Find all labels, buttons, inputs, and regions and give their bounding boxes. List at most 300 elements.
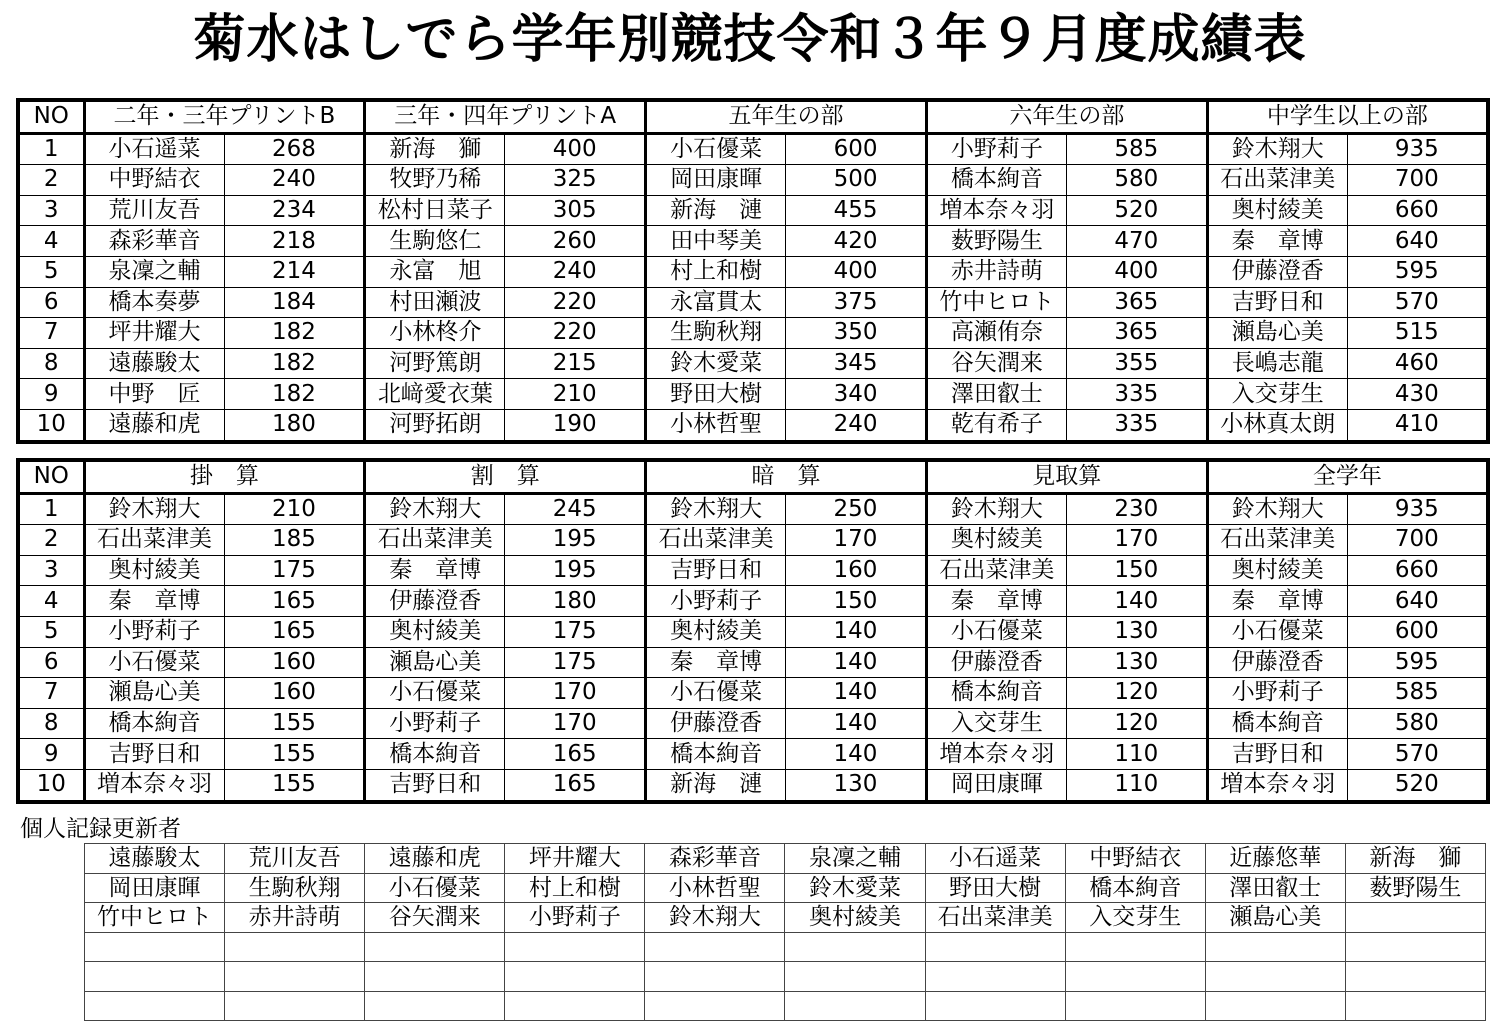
name-cell: 小石優菜 bbox=[646, 678, 786, 709]
name-cell: 澤田叡士 bbox=[926, 379, 1066, 410]
score-cell: 355 bbox=[1114, 350, 1159, 377]
name-cell: 吉野日和 bbox=[1207, 287, 1347, 318]
table-row bbox=[18, 379, 1488, 410]
name-cell: 田中琴美 bbox=[646, 226, 786, 257]
table-row bbox=[18, 525, 1488, 556]
score-cell: 110 bbox=[1114, 771, 1159, 798]
name-cell: 村上和樹 bbox=[646, 256, 786, 287]
record-name-cell: 小野莉子 bbox=[505, 903, 645, 933]
name-cell: 坪井耀大 bbox=[84, 318, 224, 349]
name-cell: 橋本絢音 bbox=[646, 739, 786, 770]
record-name-cell bbox=[1345, 903, 1485, 933]
record-name-cell bbox=[365, 932, 505, 962]
score-cell: 580 bbox=[1394, 710, 1439, 737]
score-cell: 140 bbox=[833, 710, 878, 737]
score-cell: 140 bbox=[833, 740, 878, 767]
name-cell: 伊藤澄香 bbox=[926, 647, 1066, 678]
name-cell: 中野結衣 bbox=[84, 165, 224, 196]
name-cell: 吉野日和 bbox=[1207, 739, 1347, 770]
score-cell: 150 bbox=[1114, 557, 1159, 584]
score-cell: 268 bbox=[271, 135, 316, 162]
name-cell: 小林哲聖 bbox=[646, 409, 786, 441]
table-row bbox=[18, 739, 1488, 770]
score-cell: 218 bbox=[271, 227, 316, 254]
score-cell: 170 bbox=[552, 710, 597, 737]
rank-cell: 4 bbox=[18, 586, 84, 617]
name-cell: 泉凜之輔 bbox=[84, 256, 224, 287]
no-header: NO bbox=[18, 460, 84, 493]
score-cell: 210 bbox=[552, 380, 597, 407]
record-name-cell: 竹中ヒロト bbox=[85, 903, 225, 933]
records-row bbox=[85, 991, 1486, 1021]
name-cell: 吉野日和 bbox=[365, 769, 505, 801]
record-name-cell bbox=[1345, 932, 1485, 962]
name-cell: 橋本奏夢 bbox=[84, 287, 224, 318]
header-row bbox=[18, 100, 1488, 133]
score-cell: 325 bbox=[552, 166, 597, 193]
table-row bbox=[18, 318, 1488, 349]
record-name-cell: 遠藤駿太 bbox=[85, 844, 225, 874]
column-header: 五年生の部 bbox=[646, 100, 927, 133]
name-cell: 北﨑愛衣葉 bbox=[365, 379, 505, 410]
name-cell: 赤井詩萌 bbox=[926, 256, 1066, 287]
record-name-cell bbox=[1205, 932, 1345, 962]
record-name-cell: 森彩華音 bbox=[645, 844, 785, 874]
score-cell: 640 bbox=[1394, 227, 1439, 254]
name-cell: 長嶋志龍 bbox=[1207, 348, 1347, 379]
record-name-cell bbox=[365, 991, 505, 1021]
name-cell: 入交芽生 bbox=[926, 708, 1066, 739]
score-cell: 595 bbox=[1394, 648, 1439, 675]
name-cell: 岡田康暉 bbox=[646, 165, 786, 196]
score-cell: 420 bbox=[833, 227, 878, 254]
name-cell: 橋本絢音 bbox=[365, 739, 505, 770]
score-cell: 375 bbox=[833, 288, 878, 315]
record-name-cell bbox=[1205, 962, 1345, 992]
score-cell: 175 bbox=[271, 557, 316, 584]
records-table bbox=[84, 843, 1486, 1021]
record-name-cell bbox=[1205, 991, 1345, 1021]
score-cell: 335 bbox=[1114, 380, 1159, 407]
name-cell: 中野 匠 bbox=[84, 379, 224, 410]
name-cell: 瀬島心美 bbox=[365, 647, 505, 678]
name-cell: 竹中ヒロト bbox=[926, 287, 1066, 318]
name-cell: 小野莉子 bbox=[926, 133, 1066, 165]
record-name-cell: 野田大樹 bbox=[925, 873, 1065, 903]
rank-cell: 3 bbox=[18, 195, 84, 226]
score-cell: 155 bbox=[271, 740, 316, 767]
records-row bbox=[85, 962, 1486, 992]
rank-cell: 6 bbox=[18, 287, 84, 318]
name-cell: 薮野陽生 bbox=[926, 226, 1066, 257]
table-row bbox=[18, 586, 1488, 617]
name-cell: 橋本絢音 bbox=[84, 708, 224, 739]
table-row bbox=[18, 409, 1488, 441]
rank-cell: 8 bbox=[18, 708, 84, 739]
score-cell: 190 bbox=[552, 411, 597, 438]
record-name-cell: 鈴木愛菜 bbox=[785, 873, 925, 903]
score-cell: 120 bbox=[1114, 679, 1159, 706]
rank-cell: 2 bbox=[18, 165, 84, 196]
name-cell: 小石優菜 bbox=[84, 647, 224, 678]
score-cell: 640 bbox=[1394, 587, 1439, 614]
name-cell: 荒川友吾 bbox=[84, 195, 224, 226]
name-cell: 奥村綾美 bbox=[84, 555, 224, 586]
ranking-table-grades bbox=[16, 98, 1490, 444]
score-cell: 700 bbox=[1394, 166, 1439, 193]
score-cell: 520 bbox=[1394, 771, 1439, 798]
record-name-cell: 橋本絢音 bbox=[1065, 873, 1205, 903]
records-row bbox=[85, 873, 1486, 903]
name-cell: 牧野乃稀 bbox=[365, 165, 505, 196]
table-row bbox=[18, 678, 1488, 709]
name-cell: 秦 章博 bbox=[646, 647, 786, 678]
name-cell: 吉野日和 bbox=[646, 555, 786, 586]
name-cell: 奥村綾美 bbox=[365, 616, 505, 647]
record-name-cell: 新海 獅 bbox=[1345, 844, 1485, 874]
record-name-cell bbox=[1345, 991, 1485, 1021]
score-cell: 365 bbox=[1114, 288, 1159, 315]
score-cell: 160 bbox=[833, 557, 878, 584]
score-cell: 305 bbox=[552, 197, 597, 224]
name-cell: 小林真太朗 bbox=[1207, 409, 1347, 441]
score-cell: 182 bbox=[271, 380, 316, 407]
name-cell: 増本奈々羽 bbox=[1207, 769, 1347, 801]
record-name-cell: 澤田叡士 bbox=[1205, 873, 1345, 903]
record-name-cell: 生駒秋翔 bbox=[225, 873, 365, 903]
name-cell: 石出菜津美 bbox=[926, 555, 1066, 586]
record-name-cell: 鈴木翔大 bbox=[645, 903, 785, 933]
record-name-cell bbox=[85, 991, 225, 1021]
rank-cell: 4 bbox=[18, 226, 84, 257]
table-row bbox=[18, 195, 1488, 226]
name-cell: 伊藤澄香 bbox=[646, 708, 786, 739]
rank-cell: 3 bbox=[18, 555, 84, 586]
score-cell: 240 bbox=[271, 166, 316, 193]
name-cell: 新海 漣 bbox=[646, 769, 786, 801]
name-cell: 奥村綾美 bbox=[926, 525, 1066, 556]
score-cell: 230 bbox=[1114, 495, 1159, 522]
name-cell: 奥村綾美 bbox=[1207, 555, 1347, 586]
name-cell: 小石優菜 bbox=[365, 678, 505, 709]
score-cell: 160 bbox=[271, 648, 316, 675]
score-cell: 400 bbox=[833, 258, 878, 285]
record-name-cell: 岡田康暉 bbox=[85, 873, 225, 903]
record-name-cell bbox=[925, 932, 1065, 962]
name-cell: 鈴木翔大 bbox=[646, 493, 786, 525]
score-cell: 155 bbox=[271, 771, 316, 798]
rank-cell: 10 bbox=[18, 769, 84, 801]
record-name-cell bbox=[505, 932, 645, 962]
score-cell: 595 bbox=[1394, 258, 1439, 285]
score-cell: 120 bbox=[1114, 710, 1159, 737]
name-cell: 伊藤澄香 bbox=[365, 586, 505, 617]
rank-cell: 9 bbox=[18, 379, 84, 410]
score-cell: 515 bbox=[1394, 319, 1439, 346]
name-cell: 森彩華音 bbox=[84, 226, 224, 257]
rank-cell: 2 bbox=[18, 525, 84, 556]
record-name-cell: 赤井詩萌 bbox=[225, 903, 365, 933]
column-header: 全学年 bbox=[1207, 460, 1488, 493]
name-cell: 秦 章博 bbox=[1207, 586, 1347, 617]
header-row bbox=[18, 460, 1488, 493]
score-cell: 600 bbox=[833, 135, 878, 162]
table-row bbox=[18, 616, 1488, 647]
score-cell: 365 bbox=[1114, 319, 1159, 346]
score-cell: 260 bbox=[552, 227, 597, 254]
score-cell: 470 bbox=[1114, 227, 1159, 254]
record-name-cell: 近藤悠華 bbox=[1205, 844, 1345, 874]
score-cell: 170 bbox=[833, 526, 878, 553]
table-row bbox=[18, 287, 1488, 318]
column-header: 六年生の部 bbox=[926, 100, 1207, 133]
name-cell: 野田大樹 bbox=[646, 379, 786, 410]
score-cell: 165 bbox=[552, 740, 597, 767]
score-cell: 220 bbox=[552, 288, 597, 315]
score-cell: 210 bbox=[271, 495, 316, 522]
name-cell: 谷矢潤来 bbox=[926, 348, 1066, 379]
records-label: 個人記録更新者 bbox=[20, 816, 181, 842]
score-cell: 234 bbox=[271, 197, 316, 224]
record-name-cell bbox=[505, 962, 645, 992]
record-name-cell bbox=[645, 962, 785, 992]
record-name-cell: 谷矢潤来 bbox=[365, 903, 505, 933]
name-cell: 小野莉子 bbox=[646, 586, 786, 617]
record-name-cell: 薮野陽生 bbox=[1345, 873, 1485, 903]
score-cell: 185 bbox=[271, 526, 316, 553]
name-cell: 瀬島心美 bbox=[1207, 318, 1347, 349]
score-cell: 184 bbox=[271, 288, 316, 315]
name-cell: 小野莉子 bbox=[84, 616, 224, 647]
name-cell: 石出菜津美 bbox=[1207, 165, 1347, 196]
name-cell: 鈴木翔大 bbox=[84, 493, 224, 525]
score-cell: 660 bbox=[1394, 557, 1439, 584]
name-cell: 河野拓朗 bbox=[365, 409, 505, 441]
records-row bbox=[85, 932, 1486, 962]
score-cell: 570 bbox=[1394, 740, 1439, 767]
record-name-cell bbox=[785, 932, 925, 962]
score-cell: 570 bbox=[1394, 288, 1439, 315]
table-row bbox=[18, 133, 1488, 165]
score-cell: 130 bbox=[1114, 618, 1159, 645]
table-row bbox=[18, 493, 1488, 525]
ranking-table-events bbox=[16, 458, 1490, 804]
name-cell: 鈴木翔大 bbox=[1207, 133, 1347, 165]
score-cell: 700 bbox=[1394, 526, 1439, 553]
name-cell: 遠藤駿太 bbox=[84, 348, 224, 379]
record-name-cell bbox=[645, 932, 785, 962]
column-header: 三年・四年プリントA bbox=[365, 100, 646, 133]
rank-cell: 6 bbox=[18, 647, 84, 678]
column-header: 暗 算 bbox=[646, 460, 927, 493]
record-name-cell: 入交芽生 bbox=[1065, 903, 1205, 933]
score-cell: 400 bbox=[1114, 258, 1159, 285]
score-cell: 170 bbox=[552, 679, 597, 706]
record-name-cell: 村上和樹 bbox=[505, 873, 645, 903]
score-cell: 520 bbox=[1114, 197, 1159, 224]
record-name-cell bbox=[1065, 962, 1205, 992]
name-cell: 生駒悠仁 bbox=[365, 226, 505, 257]
name-cell: 石出菜津美 bbox=[365, 525, 505, 556]
record-name-cell bbox=[225, 962, 365, 992]
score-cell: 180 bbox=[552, 587, 597, 614]
no-header: NO bbox=[18, 100, 84, 133]
name-cell: 永富 旭 bbox=[365, 256, 505, 287]
record-name-cell: 荒川友吾 bbox=[225, 844, 365, 874]
record-name-cell: 石出菜津美 bbox=[925, 903, 1065, 933]
score-cell: 600 bbox=[1394, 618, 1439, 645]
column-header: 中学生以上の部 bbox=[1207, 100, 1488, 133]
score-cell: 400 bbox=[552, 135, 597, 162]
name-cell: 奥村綾美 bbox=[646, 616, 786, 647]
score-cell: 460 bbox=[1394, 350, 1439, 377]
name-cell: 小林柊介 bbox=[365, 318, 505, 349]
score-cell: 214 bbox=[271, 258, 316, 285]
table-row bbox=[18, 165, 1488, 196]
name-cell: 入交芽生 bbox=[1207, 379, 1347, 410]
name-cell: 伊藤澄香 bbox=[1207, 256, 1347, 287]
records-row bbox=[85, 844, 1486, 874]
score-cell: 195 bbox=[552, 526, 597, 553]
record-name-cell bbox=[925, 991, 1065, 1021]
table-row bbox=[18, 256, 1488, 287]
table-row bbox=[18, 769, 1488, 801]
rank-cell: 1 bbox=[18, 133, 84, 165]
record-name-cell bbox=[85, 932, 225, 962]
record-name-cell bbox=[225, 932, 365, 962]
rank-cell: 5 bbox=[18, 256, 84, 287]
score-cell: 240 bbox=[833, 411, 878, 438]
name-cell: 小石優菜 bbox=[1207, 616, 1347, 647]
name-cell: 鈴木翔大 bbox=[926, 493, 1066, 525]
name-cell: 小石優菜 bbox=[926, 616, 1066, 647]
table-row bbox=[18, 647, 1488, 678]
score-cell: 130 bbox=[1114, 648, 1159, 675]
name-cell: 遠藤和虎 bbox=[84, 409, 224, 441]
column-header: 見取算 bbox=[926, 460, 1207, 493]
score-cell: 150 bbox=[833, 587, 878, 614]
rank-cell: 7 bbox=[18, 678, 84, 709]
score-cell: 175 bbox=[552, 618, 597, 645]
record-name-cell bbox=[925, 962, 1065, 992]
name-cell: 小石優菜 bbox=[646, 133, 786, 165]
name-cell: 吉野日和 bbox=[84, 739, 224, 770]
score-cell: 170 bbox=[1114, 526, 1159, 553]
name-cell: 新海 獅 bbox=[365, 133, 505, 165]
record-name-cell bbox=[785, 962, 925, 992]
score-cell: 350 bbox=[833, 319, 878, 346]
name-cell: 瀬島心美 bbox=[84, 678, 224, 709]
score-cell: 182 bbox=[271, 350, 316, 377]
name-cell: 小野莉子 bbox=[365, 708, 505, 739]
record-name-cell bbox=[225, 991, 365, 1021]
name-cell: 岡田康暉 bbox=[926, 769, 1066, 801]
rank-cell: 7 bbox=[18, 318, 84, 349]
name-cell: 新海 漣 bbox=[646, 195, 786, 226]
score-cell: 245 bbox=[552, 495, 597, 522]
page-title: 菊水はしでら学年別競技令和３年９月度成績表 bbox=[193, 10, 1307, 70]
score-cell: 130 bbox=[833, 771, 878, 798]
score-cell: 165 bbox=[552, 771, 597, 798]
name-cell: 乾有希子 bbox=[926, 409, 1066, 441]
rank-cell: 1 bbox=[18, 493, 84, 525]
score-cell: 140 bbox=[833, 648, 878, 675]
score-cell: 660 bbox=[1394, 197, 1439, 224]
name-cell: 鈴木翔大 bbox=[1207, 493, 1347, 525]
name-cell: 秦 章博 bbox=[365, 555, 505, 586]
record-name-cell bbox=[505, 991, 645, 1021]
record-name-cell bbox=[645, 991, 785, 1021]
name-cell: 秦 章博 bbox=[926, 586, 1066, 617]
name-cell: 石出菜津美 bbox=[84, 525, 224, 556]
score-cell: 110 bbox=[1114, 740, 1159, 767]
record-name-cell bbox=[1065, 932, 1205, 962]
score-cell: 160 bbox=[271, 679, 316, 706]
record-name-cell: 小林哲聖 bbox=[645, 873, 785, 903]
record-name-cell bbox=[1345, 962, 1485, 992]
name-cell: 小石遥菜 bbox=[84, 133, 224, 165]
record-name-cell: 瀬島心美 bbox=[1205, 903, 1345, 933]
record-name-cell bbox=[785, 991, 925, 1021]
table-row bbox=[18, 708, 1488, 739]
record-name-cell: 小石優菜 bbox=[365, 873, 505, 903]
name-cell: 鈴木翔大 bbox=[365, 493, 505, 525]
score-cell: 935 bbox=[1394, 135, 1439, 162]
record-name-cell: 遠藤和虎 bbox=[365, 844, 505, 874]
score-cell: 935 bbox=[1394, 495, 1439, 522]
name-cell: 増本奈々羽 bbox=[84, 769, 224, 801]
record-name-cell bbox=[365, 962, 505, 992]
name-cell: 永富貫太 bbox=[646, 287, 786, 318]
score-cell: 165 bbox=[271, 587, 316, 614]
name-cell: 河野篤朗 bbox=[365, 348, 505, 379]
name-cell: 橋本絢音 bbox=[926, 678, 1066, 709]
name-cell: 生駒秋翔 bbox=[646, 318, 786, 349]
name-cell: 秦 章博 bbox=[84, 586, 224, 617]
score-cell: 215 bbox=[552, 350, 597, 377]
score-cell: 140 bbox=[1114, 587, 1159, 614]
name-cell: 村田瀬波 bbox=[365, 287, 505, 318]
score-cell: 165 bbox=[271, 618, 316, 645]
rank-cell: 8 bbox=[18, 348, 84, 379]
name-cell: 高瀬侑奈 bbox=[926, 318, 1066, 349]
column-header: 割 算 bbox=[365, 460, 646, 493]
score-cell: 240 bbox=[552, 258, 597, 285]
score-cell: 580 bbox=[1114, 166, 1159, 193]
name-cell: 鈴木愛菜 bbox=[646, 348, 786, 379]
record-name-cell: 坪井耀大 bbox=[505, 844, 645, 874]
name-cell: 石出菜津美 bbox=[1207, 525, 1347, 556]
name-cell: 増本奈々羽 bbox=[926, 195, 1066, 226]
score-cell: 182 bbox=[271, 319, 316, 346]
score-cell: 585 bbox=[1394, 679, 1439, 706]
name-cell: 橋本絢音 bbox=[926, 165, 1066, 196]
score-cell: 430 bbox=[1394, 380, 1439, 407]
score-cell: 175 bbox=[552, 648, 597, 675]
rank-cell: 5 bbox=[18, 616, 84, 647]
rank-cell: 10 bbox=[18, 409, 84, 441]
name-cell: 小野莉子 bbox=[1207, 678, 1347, 709]
name-cell: 石出菜津美 bbox=[646, 525, 786, 556]
rank-cell: 9 bbox=[18, 739, 84, 770]
score-cell: 220 bbox=[552, 319, 597, 346]
record-name-cell: 奥村綾美 bbox=[785, 903, 925, 933]
name-cell: 松村日菜子 bbox=[365, 195, 505, 226]
score-cell: 410 bbox=[1394, 411, 1439, 438]
record-name-cell: 小石遥菜 bbox=[925, 844, 1065, 874]
score-cell: 250 bbox=[833, 495, 878, 522]
score-cell: 180 bbox=[271, 411, 316, 438]
